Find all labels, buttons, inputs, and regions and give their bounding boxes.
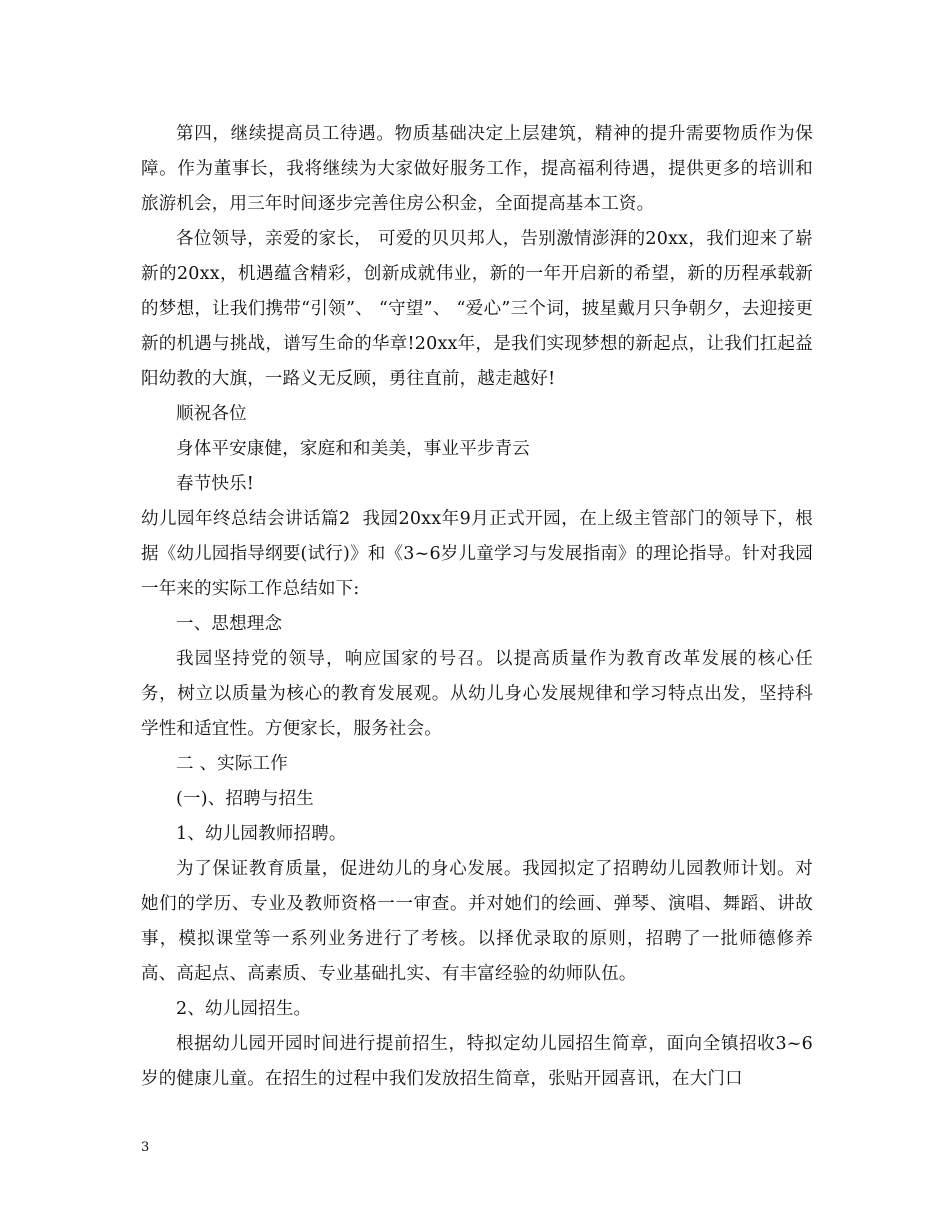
paragraph-happy-spring-festival: 春节快乐! [176, 474, 255, 494]
heading-teacher-recruitment: 1、幼儿园教师招聘。 [176, 824, 347, 844]
heading-recruitment-enrollment: (一)、招聘与招生 [176, 789, 314, 809]
paragraph-ideology: 我园坚持党的领导，响应国家的号召。以提高质量作为教育改革发展的核心任务，树立以质量为核心的教育发展观。从幼儿身心发展规律和学习特点出发，坚持科学性和适宜性。方便家长，服务社会。 [141, 649, 813, 739]
paragraph-greeting: 顺祝各位 [176, 404, 247, 424]
page-number: 3 [141, 1140, 150, 1155]
heading-practical-work: 二 、实际工作 [176, 754, 288, 774]
heading-ideology: 一、思想理念 [176, 614, 283, 634]
paragraph-article-2-intro: 幼儿园年终总结会讲话篇2 我园20xx年9月正式开园，在上级主管部门的领导下，根据《幼儿园指导纲要(试行)》和《3~6岁儿童学习与发展指南》的理论指导。针对我园一年来的实际工作总结如下: [141, 509, 813, 599]
paragraph-teacher-recruitment: 为了保证教育质量，促进幼儿的身心发展。我园拟定了招聘幼儿园教师计划。对她们的学历、专业及教师资格一一审查。并对她们的绘画、弹琴、演唱、舞蹈、讲故事，模拟课堂等一系列业务进行了考核。以择优录取的原则，招聘了一批师德修养高、高起点、高素质、专业基础扎实、有丰富经验的幼师队伍。 [141, 859, 813, 984]
paragraph-new-year-address: 各位领导，亲爱的家长， 可爱的贝贝邦人，告别激情澎湃的20xx，我们迎来了崭新的20xx，机遇蕴含精彩，创新成就伟业，新的一年开启新的希望，新的历程承载新的梦想，让我们携带“引领”、 “守望”、 “爱心”三个词，披星戴月只争朝夕，去迎接更新的机遇与挑战，谱写生命的华章!20xx年，是我们实现梦想的新起点，让我们扛起益阳幼教的大旗，一路义无反顾，勇往直前，越走越好! [141, 229, 813, 389]
paragraph-wishes: 身体平安康健，家庭和和美美，事业平步青云 [176, 439, 530, 459]
document-body [141, 117, 813, 1097]
paragraph-enrollment: 根据幼儿园开园时间进行提前招生，特拟定幼儿园招生简章，面向全镇招收3~6岁的健康儿童。在招生的过程中我们发放招生简章，张贴开园喜讯，在大门口 [141, 1034, 813, 1089]
heading-enrollment: 2、幼儿园招生。 [176, 999, 312, 1019]
paragraph-staff-benefits: 第四，继续提高员工待遇。物质基础决定上层建筑，精神的提升需要物质作为保障。作为董事长，我将继续为大家做好服务工作，提高福利待遇，提供更多的培训和旅游机会，用三年时间逐步完善住房公积金，全面提高基本工资。 [141, 124, 813, 214]
